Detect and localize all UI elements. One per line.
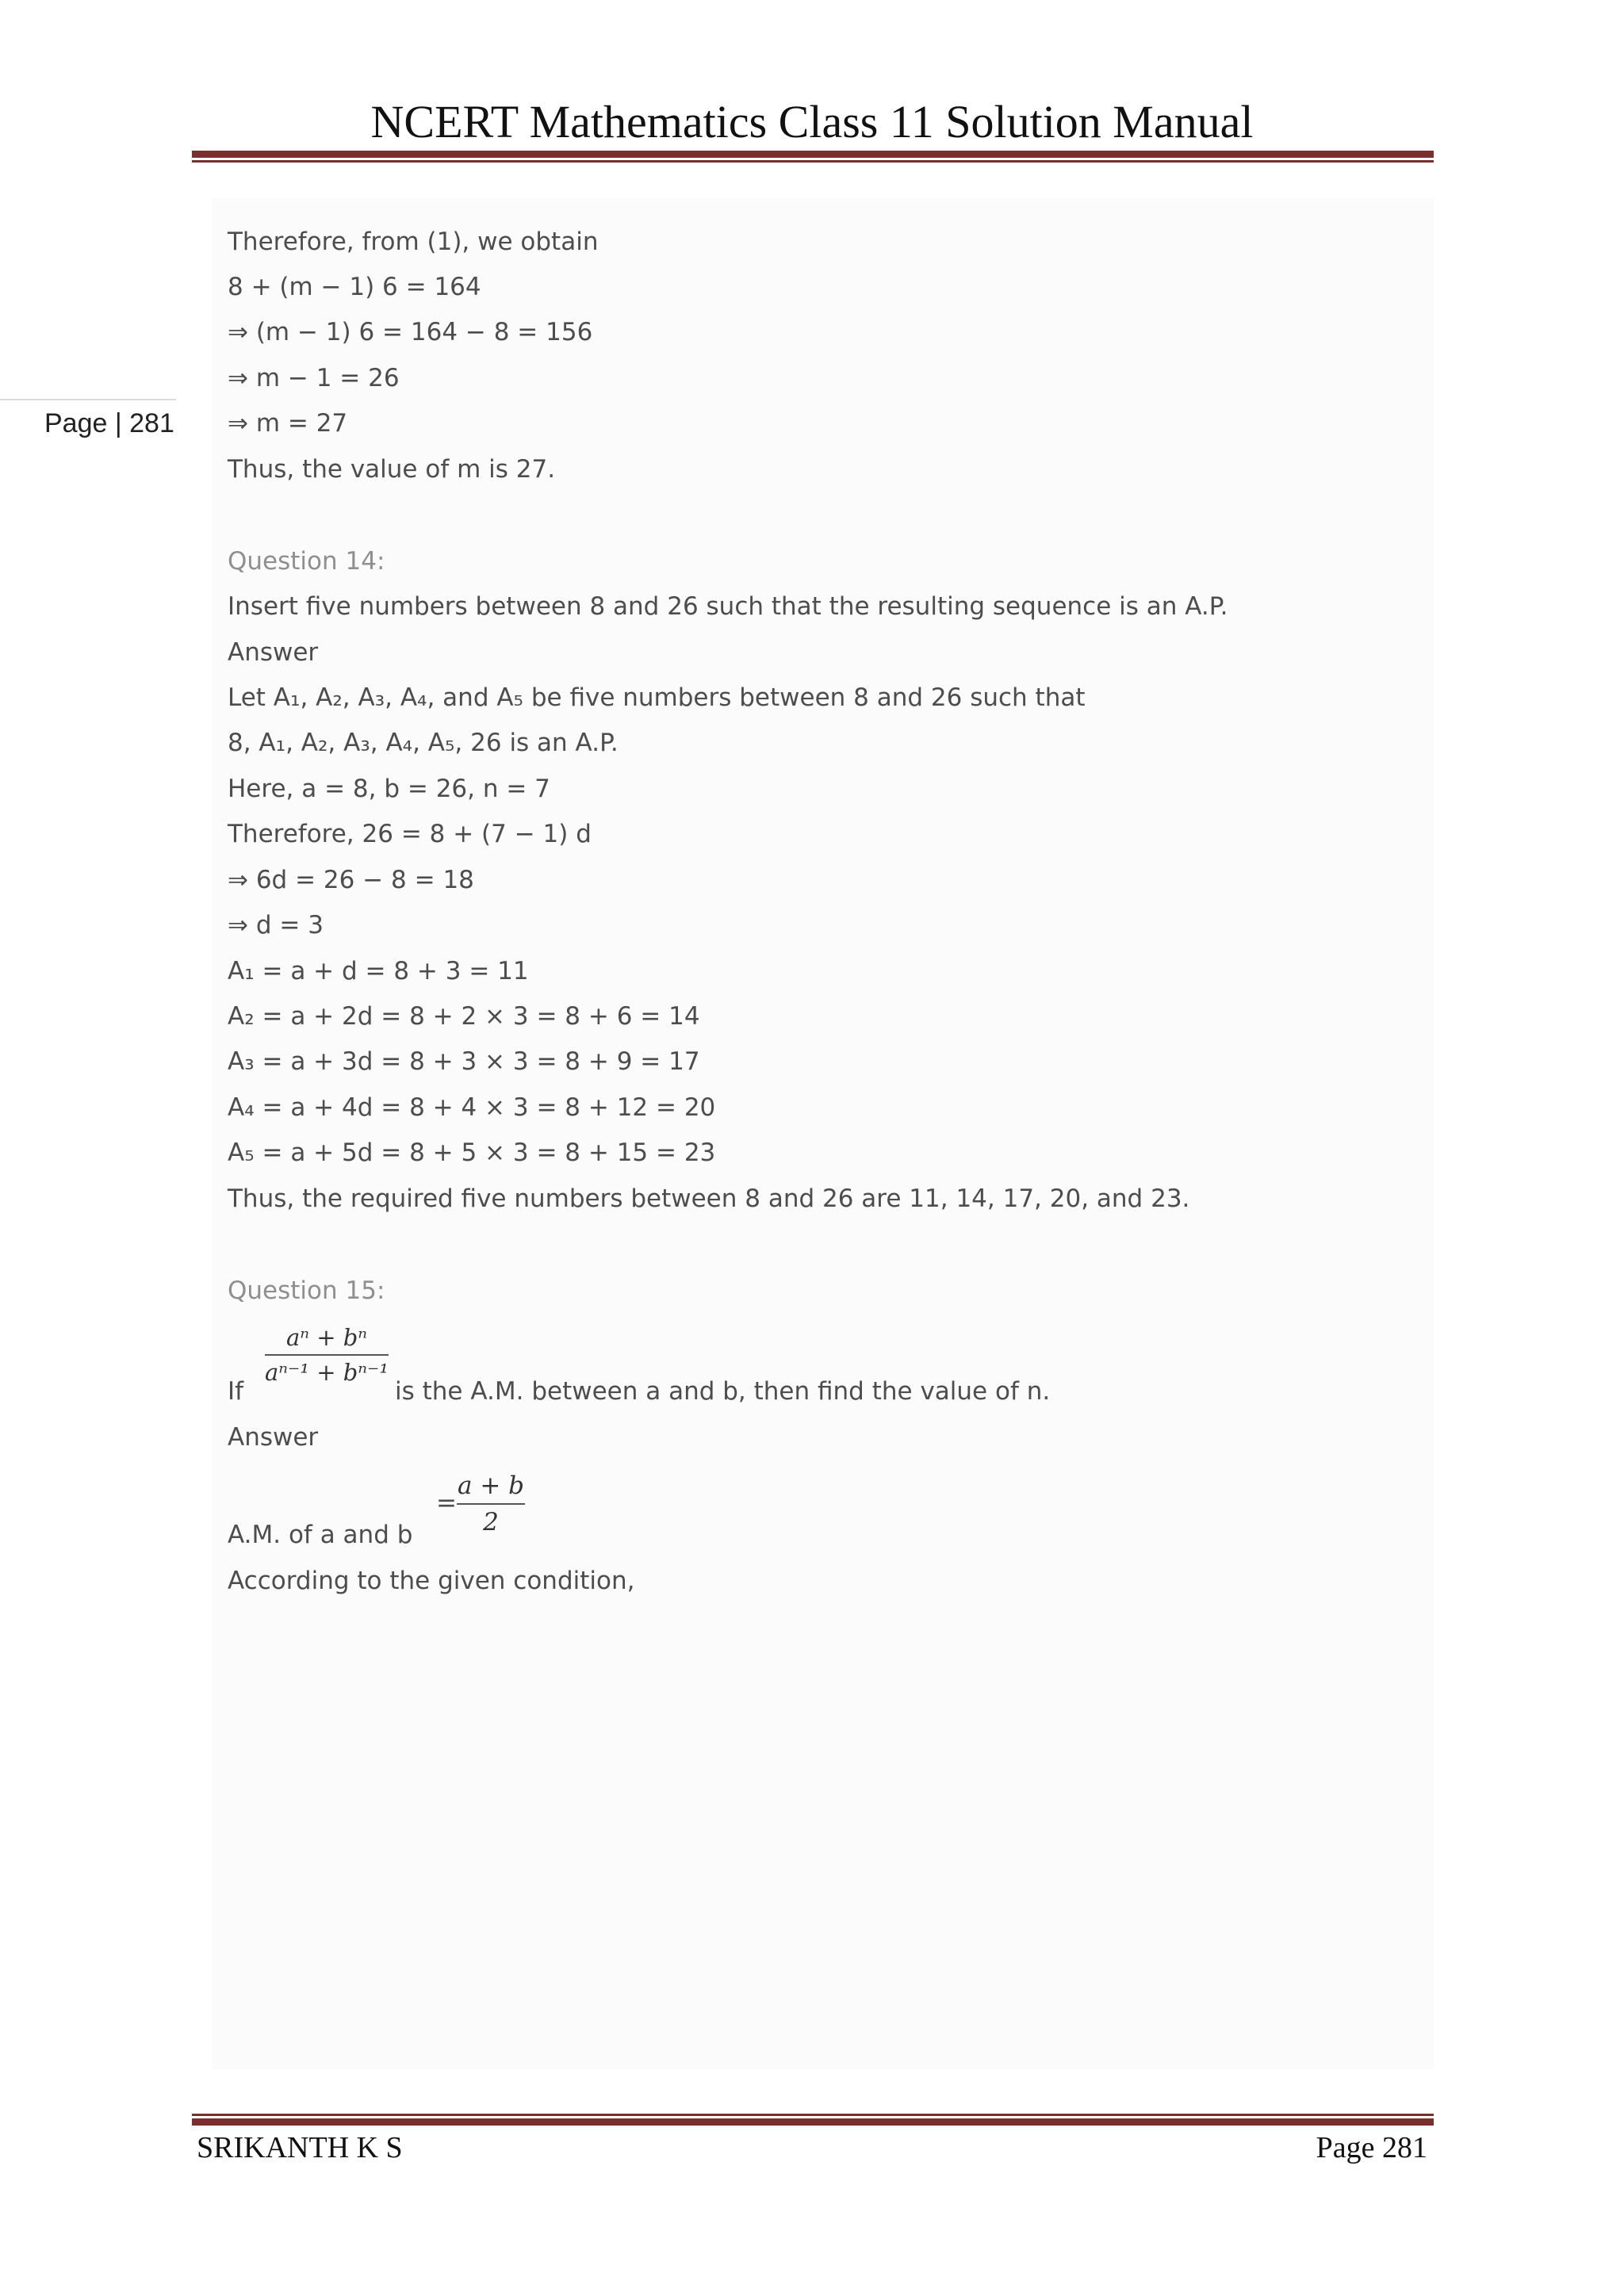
page-header-title: NCERT Mathematics Class 11 Solution Manual <box>370 96 1254 147</box>
equation-line: A₁ = a + d = 8 + 3 = 11 <box>228 957 529 985</box>
text-line: Thus, the required five numbers between 8 and 26 are 11, 14, 17, 20, and 23. <box>228 1184 1190 1213</box>
answer-label: Answer <box>228 1423 319 1452</box>
question-14-heading: Question 14: <box>228 547 385 576</box>
question-15-fraction <box>265 1324 389 1386</box>
fraction-denominator: 2 <box>483 1508 499 1536</box>
answer-label: Answer <box>228 638 319 667</box>
equation-line: A₃ = a + 3d = 8 + 3 × 3 = 8 + 9 = 17 <box>228 1047 700 1076</box>
equation-line: ⇒ m − 1 = 26 <box>228 364 400 392</box>
footer-rule-thick <box>192 2118 1434 2126</box>
text-line: 8, A₁, A₂, A₃, A₄, A₅, 26 is an A.P. <box>228 729 619 757</box>
margin-page-label: Page | 281 <box>44 408 174 438</box>
margin-divider <box>0 399 176 400</box>
equation-line: A₅ = a + 5d = 8 + 5 × 3 = 8 + 15 = 23 <box>228 1138 716 1167</box>
header-rule-thick <box>192 151 1434 158</box>
text-line: Therefore, from (1), we obtain <box>228 228 599 256</box>
am-label: A.M. of a and b <box>228 1521 413 1549</box>
question-15-if: If <box>228 1377 244 1406</box>
text-line: According to the given condition, <box>228 1567 635 1595</box>
question-15-text: is the A.M. between a and b, then find the value of n. <box>395 1377 1051 1406</box>
equation-line: ⇒ 6d = 26 − 8 = 18 <box>228 866 474 894</box>
am-equals: = <box>436 1489 457 1517</box>
am-fraction <box>457 1471 525 1536</box>
text-line: Thus, the value of m is 27. <box>228 455 556 484</box>
question-15-heading: Question 15: <box>228 1276 385 1305</box>
footer-rule-thin <box>192 2114 1434 2116</box>
fraction-bar <box>457 1503 525 1505</box>
header-rule-thin <box>192 160 1434 163</box>
footer-page-number: Page 281 <box>1316 2131 1427 2164</box>
equation-line: Here, a = 8, b = 26, n = 7 <box>228 775 550 803</box>
fraction-numerator: a + b <box>457 1471 524 1500</box>
question-14-text: Insert five numbers between 8 and 26 such that the resulting sequence is an A.P. <box>228 592 1228 621</box>
equation-line: Therefore, 26 = 8 + (7 − 1) d <box>228 820 592 848</box>
text-line: Let A₁, A₂, A₃, A₄, and A₅ be five numbers between 8 and 26 such that <box>228 683 1086 712</box>
equation-line: ⇒ d = 3 <box>228 911 324 939</box>
fraction-denominator: aⁿ⁻¹ + bⁿ⁻¹ <box>265 1359 389 1386</box>
fraction-numerator: aⁿ + bⁿ <box>285 1324 368 1351</box>
equation-line: A₄ = a + 4d = 8 + 4 × 3 = 8 + 12 = 20 <box>228 1093 716 1122</box>
fraction-bar <box>265 1354 389 1356</box>
equation-line: 8 + (m − 1) 6 = 164 <box>228 273 481 301</box>
equation-line: ⇒ m = 27 <box>228 409 348 438</box>
equation-line: A₂ = a + 2d = 8 + 2 × 3 = 8 + 6 = 14 <box>228 1002 700 1031</box>
footer-author: SRIKANTH K S <box>197 2131 403 2164</box>
equation-line: ⇒ (m − 1) 6 = 164 − 8 = 156 <box>228 318 593 346</box>
